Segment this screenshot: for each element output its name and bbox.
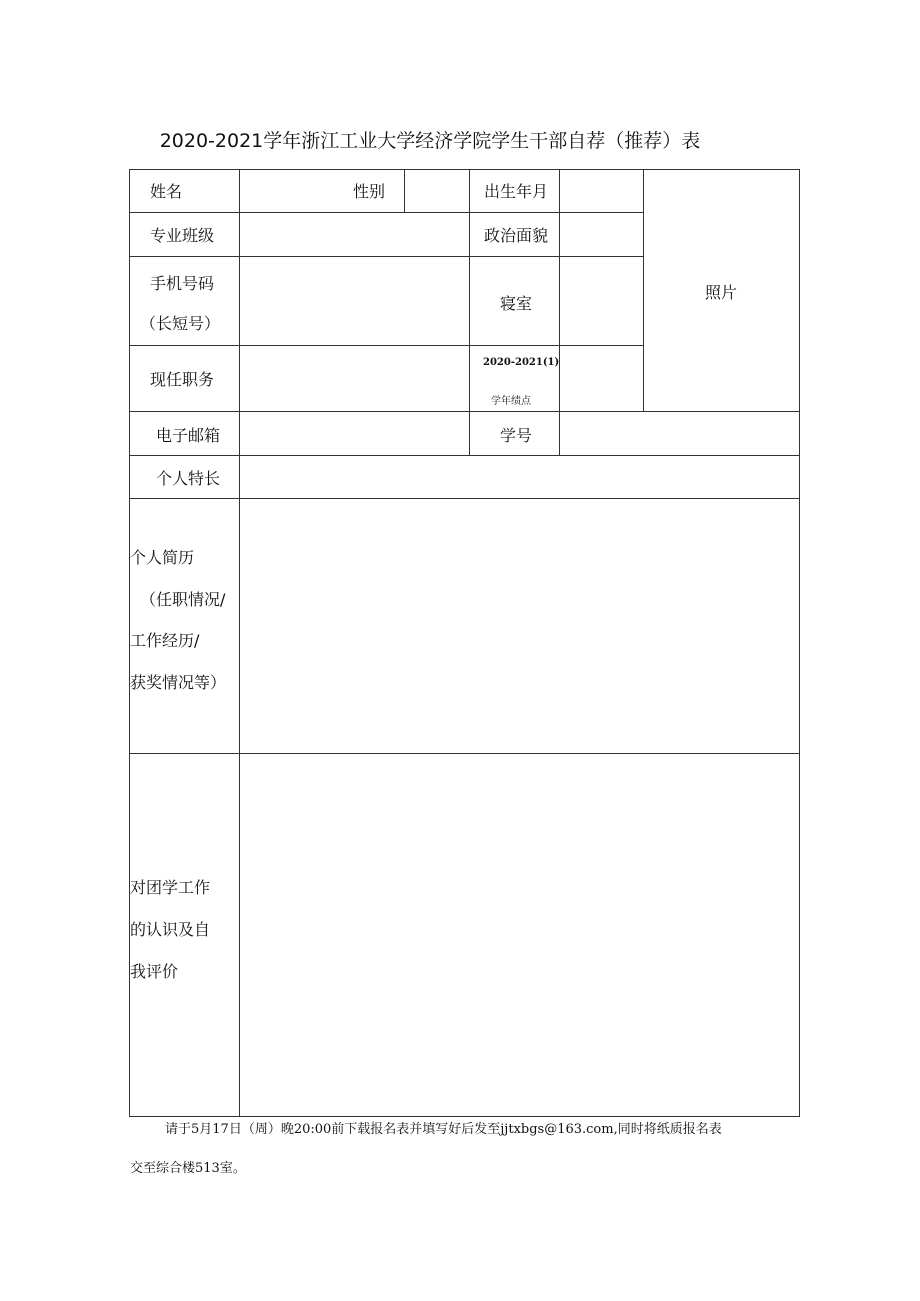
email-label: 电子邮箱 (156, 426, 221, 445)
resume-label-line2: （任职情况/ (140, 590, 226, 609)
political-label-cell (469, 212, 560, 257)
name-input[interactable] (239, 169, 405, 213)
position-label-cell (129, 345, 240, 412)
gpa-input[interactable] (559, 345, 644, 412)
resume-label-cell (129, 498, 240, 754)
dorm-input[interactable] (559, 256, 644, 346)
position-input[interactable] (239, 345, 470, 412)
political-label: 政治面貌 (484, 226, 549, 245)
phone-label-line2: （长短号） (140, 314, 221, 333)
name-label: 姓名 (150, 182, 183, 201)
photo-label: 照片 (705, 283, 738, 302)
gender-label: 性别 (353, 182, 386, 201)
resume-label-line1: 个人简历 (130, 548, 195, 567)
student-id-label: 学号 (500, 426, 533, 445)
footer-note-line2: 交至综合楼513室。 (130, 1161, 246, 1176)
evaluation-label-line2: 的认识及自 (130, 920, 211, 939)
evaluation-label-cell (129, 753, 240, 1117)
student-id-input[interactable] (559, 411, 800, 456)
specialty-label: 个人特长 (156, 469, 221, 488)
resume-input[interactable] (239, 498, 800, 754)
specialty-input[interactable] (239, 455, 800, 499)
phone-input[interactable] (239, 256, 470, 346)
position-label: 现任职务 (150, 370, 215, 389)
political-input[interactable] (559, 212, 644, 257)
gpa-label-line1: 2020-2021(1) (483, 357, 560, 368)
name-label-cell (129, 169, 240, 213)
form-title: 2020-2021学年浙江工业大学经济学院学生干部自荐（推荐）表 (159, 130, 701, 152)
gpa-label-cell (469, 345, 560, 412)
footer-note-line1: 请于5月17日（周）晚20:00前下载报名表并填写好后发至jjtxbgs@163.com,同时将纸质报名表 (165, 1122, 722, 1137)
dorm-label: 寝室 (500, 294, 533, 313)
gender-input[interactable] (404, 169, 470, 213)
major-class-input[interactable] (239, 212, 470, 257)
major-class-label: 专业班级 (150, 226, 215, 245)
resume-label-line3: 工作经历/ (130, 631, 200, 650)
phone-label-line1: 手机号码 (150, 274, 215, 293)
birth-label: 出生年月 (484, 182, 549, 201)
gpa-label-line2: 学年绩点 (491, 396, 531, 407)
specialty-label-cell (129, 455, 240, 499)
birth-label-cell (469, 169, 560, 213)
evaluation-input[interactable] (239, 753, 800, 1117)
evaluation-label-line3: 我评价 (130, 962, 179, 981)
email-label-cell (129, 411, 240, 456)
evaluation-label-line1: 对团学工作 (130, 878, 211, 897)
photo-cell[interactable] (643, 169, 800, 412)
dorm-label-cell (469, 256, 560, 346)
birth-input[interactable] (559, 169, 644, 213)
email-input[interactable] (239, 411, 470, 456)
resume-label-line4: 获奖情况等） (130, 673, 227, 692)
phone-label-cell (129, 256, 240, 346)
student-id-label-cell (469, 411, 560, 456)
major-class-label-cell (129, 212, 240, 257)
